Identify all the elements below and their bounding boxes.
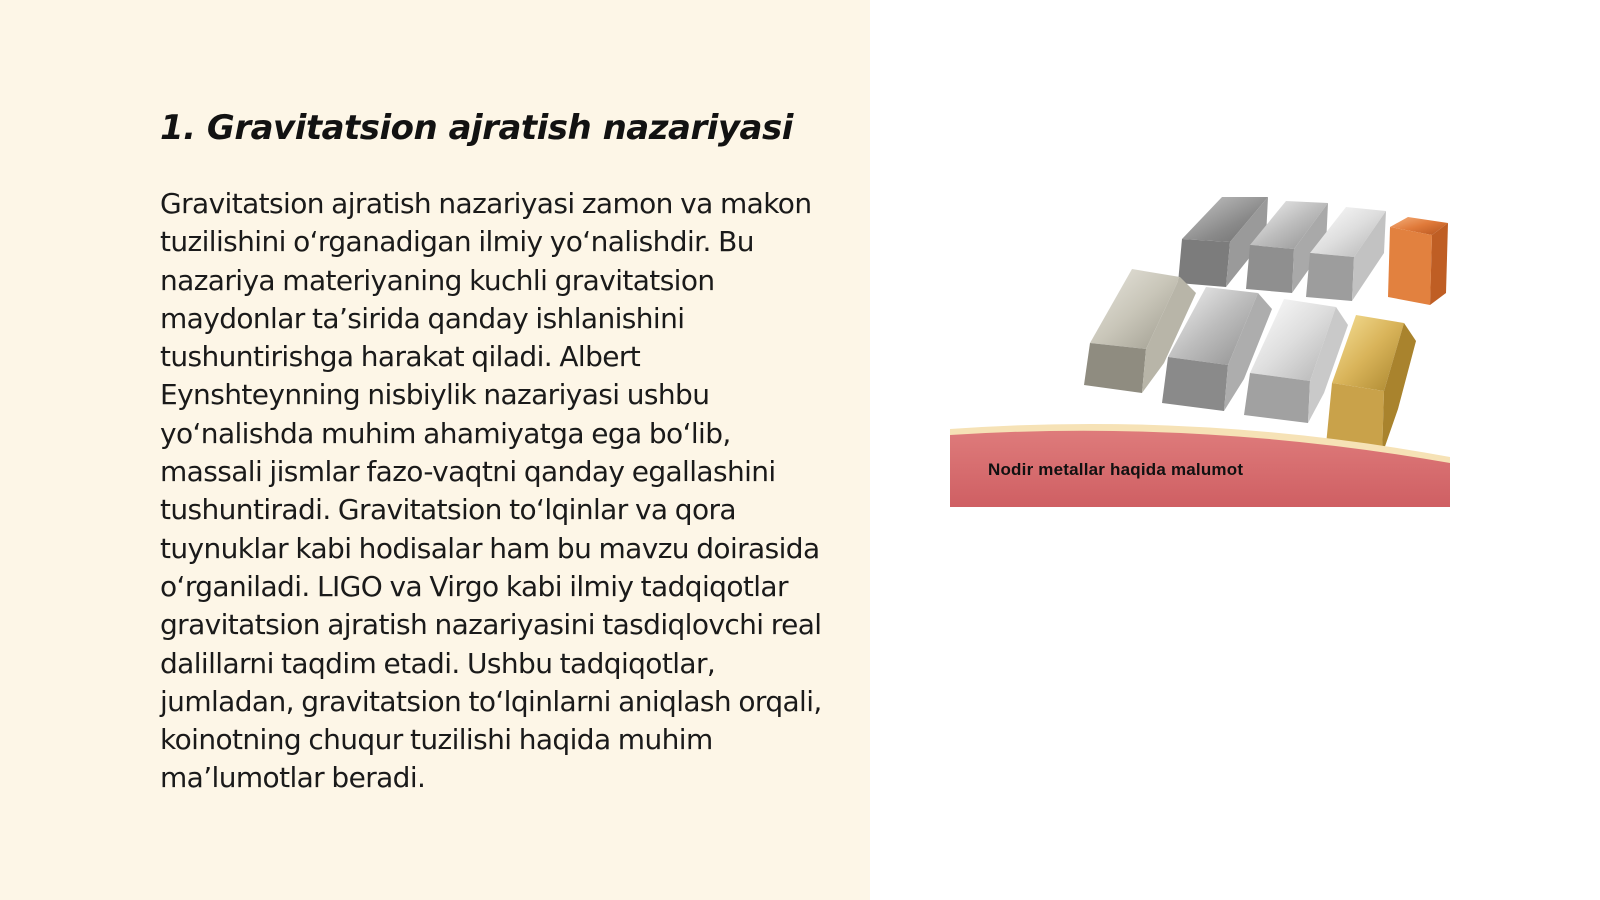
bar-back-copper (1388, 217, 1448, 305)
image-caption: Nodir metallar haqida malumot (988, 460, 1244, 479)
slide-title: 1. Gravitatsion ajratish nazariyasi (160, 108, 793, 148)
metal-bars-image (950, 197, 1450, 507)
slide-body-text: Gravitatsion ajratish nazariyasi zamon va makon tuzilishini o‘rganadigan ilmiy yo‘nalishdir. Bu nazariya materiyaning kuchli gravitatsion maydonlar ta’sirida qanday ishlanishini tushuntirishga harakat qiladi. Albert Eynshteynning nisbiylik nazariyasi ushbu yo‘nalishda muhim ahamiyatga ega bo‘lib, massali jismlar fazo-vaqtni qanday egallashini tushuntiradi. Gravitatsion to‘lqinlar va qora tuynuklar kabi hodisalar ham bu mavzu doirasida o‘rganiladi. LIGO va Virgo kabi ilmiy tadqiqotlar gravitatsion ajratish nazariyasini tasdiqlovchi real dalillarni taqdim etadi. Ushbu tadqiqotlar, jumladan, gravitatsion to‘lqinlarni aniqlash orqali, koinotning chuqur tuzilishi haqida muhim ma’lumotlar beradi. (160, 187, 822, 795)
